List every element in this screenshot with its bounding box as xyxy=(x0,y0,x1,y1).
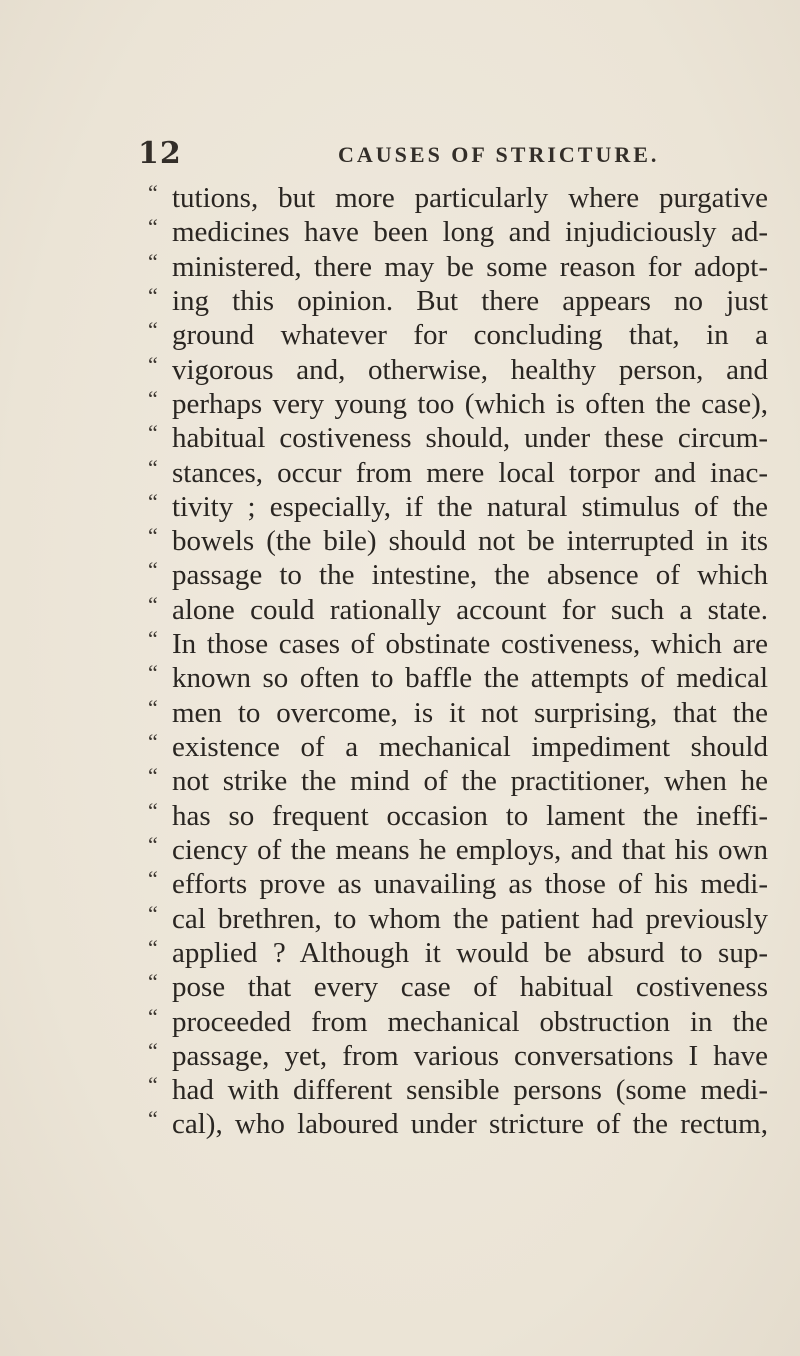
quote-mark: “ xyxy=(148,763,158,789)
line-text: alone could rationally account for such a state. xyxy=(172,593,768,626)
line-text: stances, occur from mere local torpor and inac- xyxy=(172,456,768,489)
line-text: known so often to baffle the attempts of medical xyxy=(172,662,768,695)
quote-mark: “ xyxy=(148,969,158,995)
text-line xyxy=(148,902,768,936)
text-line xyxy=(148,833,768,867)
line-text: efforts prove as unavailing as those of his medi- xyxy=(172,868,768,901)
line-text: In those cases of obstinate costiveness, which are xyxy=(172,628,768,661)
line-text: existence of a mechanical impediment should xyxy=(172,731,768,763)
text-line xyxy=(148,284,768,318)
text-line xyxy=(148,524,768,558)
line-text: perhaps very young too (which is often the case), xyxy=(172,387,768,420)
quote-mark: “ xyxy=(148,831,158,857)
text-line xyxy=(148,456,768,490)
line-text: ciency of the means he employs, and that his own xyxy=(172,833,768,866)
quote-mark: “ xyxy=(148,866,158,892)
line-text: has so frequent occasion to lament the ineffi- xyxy=(172,799,768,832)
text-line xyxy=(148,696,768,730)
line-text: habitual costiveness should, under these circum- xyxy=(172,422,768,455)
line-text: vigorous and, otherwise, healthy person, and xyxy=(172,353,768,386)
quote-mark: “ xyxy=(148,626,158,652)
text-line xyxy=(148,490,768,524)
text-line xyxy=(148,181,768,215)
line-text: had with different sensible persons (some medi- xyxy=(172,1074,768,1107)
text-line xyxy=(148,215,768,249)
quote-mark: “ xyxy=(148,729,158,754)
text-line xyxy=(148,250,768,284)
quote-mark: “ xyxy=(148,523,158,549)
quote-mark: “ xyxy=(148,1003,158,1029)
text-line xyxy=(148,1005,768,1039)
quote-mark: “ xyxy=(148,317,158,343)
text-line xyxy=(148,936,768,970)
line-text: men to overcome, is it not surprising, that the xyxy=(172,696,768,729)
quote-mark: “ xyxy=(148,557,158,583)
text-line xyxy=(148,318,768,352)
line-text: cal), who laboured under stricture of the rectum, xyxy=(172,1108,768,1141)
quote-mark: “ xyxy=(148,934,158,960)
line-text: ing this opinion. But there appears no just xyxy=(172,284,768,317)
text-line xyxy=(148,593,768,627)
line-text: ground whatever for concluding that, in a xyxy=(172,319,768,352)
text-line xyxy=(148,627,768,661)
quote-mark: “ xyxy=(148,214,158,240)
line-text: bowels (the bile) should not be interrupted in its xyxy=(172,525,768,558)
quote-mark: “ xyxy=(148,454,158,480)
body-text xyxy=(148,181,768,1142)
text-line xyxy=(148,1039,768,1073)
text-line xyxy=(148,661,768,695)
quote-mark: “ xyxy=(148,1106,158,1132)
text-line xyxy=(148,558,768,592)
quote-mark: “ xyxy=(148,282,158,308)
line-text: tivity ; especially, if the natural stimulus of the xyxy=(172,490,768,523)
text-line xyxy=(148,730,768,764)
line-text: proceeded from mechanical obstruction in the xyxy=(172,1005,768,1038)
text-line xyxy=(148,970,768,1004)
line-text: ministered, there may be some reason for adopt- xyxy=(172,250,768,283)
quote-mark: “ xyxy=(148,694,158,720)
quote-mark: “ xyxy=(148,1037,158,1063)
quote-mark: “ xyxy=(148,591,158,617)
line-text: passage to the intestine, the absence of which xyxy=(172,559,768,592)
line-text: pose that every case of habitual costiveness xyxy=(172,971,768,1004)
quote-mark: “ xyxy=(148,900,158,926)
text-line xyxy=(148,867,768,901)
quote-mark: “ xyxy=(148,180,158,205)
quote-mark: “ xyxy=(148,385,158,411)
quote-mark: “ xyxy=(148,351,158,377)
line-text: passage, yet, from various conversations I have xyxy=(172,1039,768,1072)
quote-mark: “ xyxy=(148,660,158,686)
line-text: medicines have been long and injudiciously ad- xyxy=(172,216,768,249)
text-line xyxy=(148,799,768,833)
quote-mark: “ xyxy=(148,488,158,514)
quote-mark: “ xyxy=(148,797,158,823)
text-line xyxy=(148,387,768,421)
running-head xyxy=(138,136,758,176)
page-number: 12 xyxy=(138,136,182,171)
line-text: not strike the mind of the practitioner, when he xyxy=(172,765,768,798)
text-line xyxy=(148,1073,768,1107)
text-line xyxy=(148,421,768,455)
quote-mark: “ xyxy=(148,248,158,274)
text-line xyxy=(148,1107,768,1141)
line-text: tutions, but more particularly where purgative xyxy=(172,182,768,214)
quote-mark: “ xyxy=(148,1072,158,1098)
text-line xyxy=(148,353,768,387)
text-line xyxy=(148,764,768,798)
running-title: CAUSES OF STRICTURE. xyxy=(338,142,660,167)
quote-mark: “ xyxy=(148,420,158,446)
line-text: applied ? Although it would be absurd to sup- xyxy=(172,936,768,969)
line-text: cal brethren, to whom the patient had previously xyxy=(172,902,768,935)
